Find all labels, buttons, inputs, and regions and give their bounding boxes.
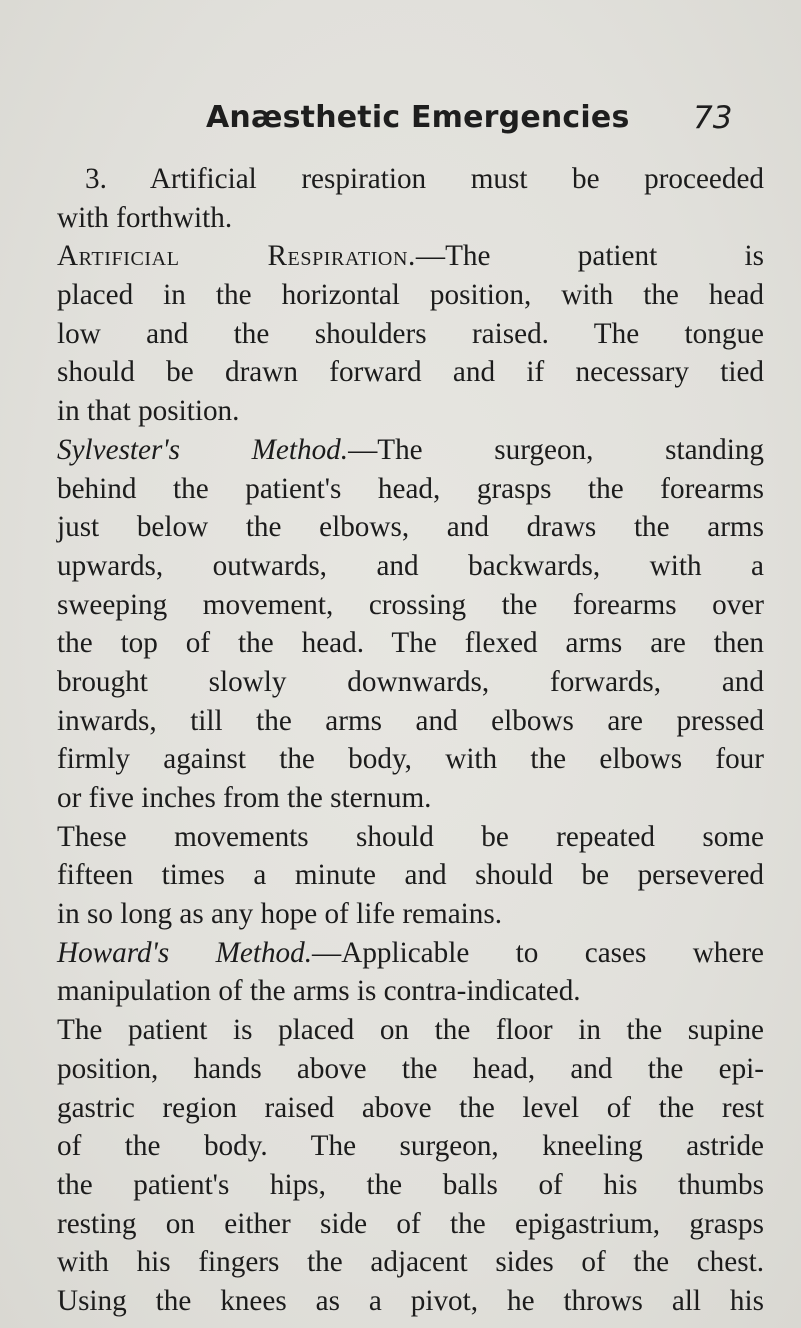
method-heading-sylvester: Sylvester's Method. (57, 433, 349, 466)
text-line (57, 934, 764, 973)
paragraph-howards-method (57, 934, 764, 1011)
text-line-rest: —The surgeon, standing (348, 433, 765, 466)
text-line: the patient's hips, the balls of his thumbs (57, 1168, 764, 1201)
text-line: in so long as any hope of life remains. (57, 898, 503, 931)
text-line: position, hands above the head, and the epi- (57, 1052, 764, 1085)
text-line: manipulation of the arms is contra-indicated. (57, 975, 581, 1008)
text-line: brought slowly downwards, forwards, and (57, 665, 764, 698)
paragraph-sylvesters-method (57, 431, 764, 818)
text-line: Using the knees as a pivot, he throws all his (57, 1284, 764, 1317)
running-title: Anæsthetic Emergencies (206, 100, 630, 135)
page-number: 73 (693, 100, 733, 136)
text-line: just below the elbows, and draws the arms (57, 511, 764, 544)
paragraph-repetition (57, 818, 764, 934)
text-line: gastric region raised above the level of the rest (57, 1091, 764, 1124)
text-line: sweeping movement, crossing the forearms over (57, 588, 764, 621)
paragraph-supine-position (57, 1011, 764, 1321)
text-line: low and the shoulders raised. The tongue (57, 317, 764, 350)
text-line (57, 431, 764, 470)
text-line: fifteen times a minute and should be persevered (57, 859, 764, 892)
text-line: of the body. The surgeon, kneeling astride (57, 1130, 764, 1163)
text-line: with his fingers the adjacent sides of the chest. (57, 1246, 764, 1279)
text-line (57, 237, 764, 276)
text-line: 3. Artificial respiration must be proceeded (85, 163, 764, 195)
text-line: The patient is placed on the floor in the supine (57, 1014, 764, 1047)
text-line: should be drawn forward and if necessary tied (57, 356, 764, 389)
paragraph-artificial-respiration (57, 237, 764, 430)
text-line: placed in the horizontal position, with the head (57, 279, 764, 312)
paragraph-artificial-respiration-intro (57, 160, 764, 237)
text-line: upwards, outwards, and backwards, with a (57, 549, 764, 582)
text-line: with forthwith. (57, 201, 233, 234)
text-line-rest: —The patient is (415, 240, 764, 273)
text-line: or five inches from the sternum. (57, 782, 432, 814)
text-line: behind the patient's head, grasps the forearms (57, 472, 764, 505)
text-line: firmly against the body, with the elbows four (57, 743, 764, 776)
section-heading-artificial-respiration: Artificial Respiration. (57, 240, 416, 273)
running-head (0, 100, 801, 144)
text-line: resting on either side of the epigastrium, grasps (57, 1207, 764, 1240)
method-heading-howard: Howard's Method. (57, 936, 313, 969)
text-line-rest: —Applicable to cases where (312, 936, 764, 969)
text-line: inwards, till the arms and elbows are pressed (57, 704, 764, 737)
text-line: in that position. (57, 395, 240, 428)
text-line: the top of the head. The flexed arms are then (57, 627, 764, 660)
text-line: These movements should be repeated some (57, 820, 764, 853)
body-text (57, 160, 764, 1321)
